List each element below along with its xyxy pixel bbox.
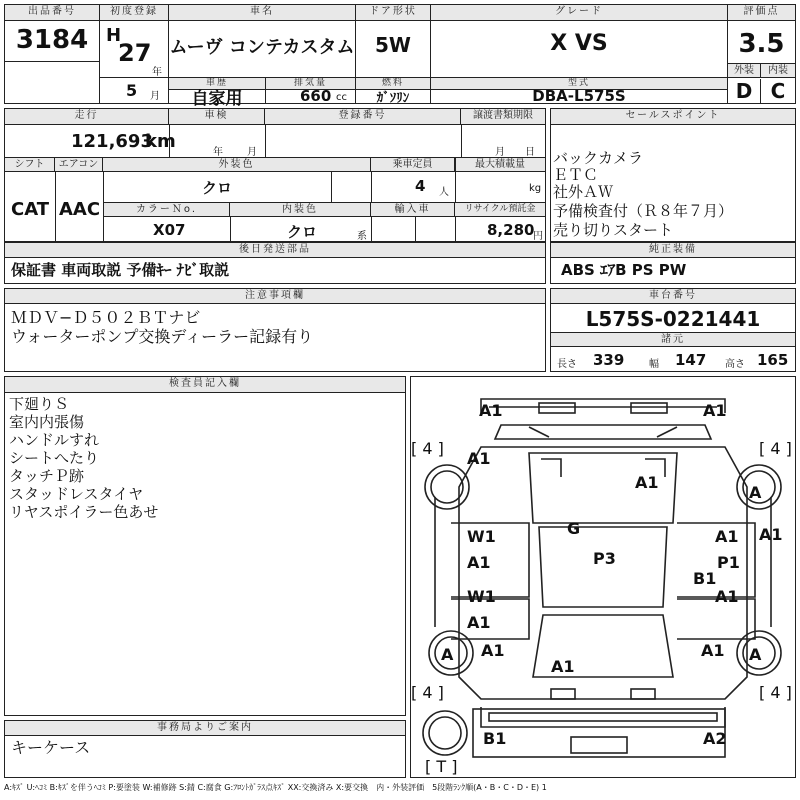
history: 自家用 [191,89,243,109]
ext-grade-label: 外装 [728,64,761,78]
recycle-fee: 8,280 [487,221,535,239]
first-registration-label: 初度登録 [100,5,168,21]
damage-mark: A1 [635,473,659,492]
inspector-block [4,376,406,716]
damage-mark: A1 [467,449,491,468]
width: 147 [675,351,707,369]
fuel-cell [356,78,430,106]
damage-mark: A1 [715,587,739,606]
width-label: 幅 [649,359,659,370]
inspector-line: 下廻りＳ [9,395,70,413]
capacity: 4 [415,177,426,195]
fuel: ｶﾞｿﾘﾝ [376,91,410,106]
reg-month: 5 [126,81,138,100]
shift-label: シフト [5,158,55,172]
shift: CAT [11,199,50,220]
tire-label-front-left: [ 4 ] [411,439,444,458]
vehicle-info-block [4,108,546,242]
inspection-label: 車検 [169,109,265,125]
displacement-unit: cc [336,92,347,103]
model-cell [431,78,727,103]
height-label: 高さ [725,359,745,370]
grade: X VS [550,31,608,56]
car-name-label: 車名 [169,5,355,21]
door-label: ドア形状 [356,5,430,21]
ext-color-label: 外装色 [103,158,371,172]
color-no-label: カラーＮo. [104,203,230,217]
mileage-label: 走行 [5,109,169,125]
chassis-block [550,288,796,372]
inspector-line: スタッドレスタイヤ [9,485,144,503]
reg-number-label: 登録番号 [265,109,461,125]
lot-number-cell [5,5,99,103]
damage-mark: B1 [483,729,507,748]
model: DBA-L575S [532,87,626,105]
capacity-label: 乗車定員 [371,158,455,172]
int-color-label: 内装色 [230,203,371,217]
grade-label: グレード [431,5,727,21]
notes-line: ウォーターポンプ交換ディーラー記録有り [11,327,314,346]
door-cell [356,5,430,77]
history-label: 車歴 [169,78,265,90]
ext-color: クロ [201,179,232,197]
ac: AAC [59,199,101,220]
score-cell [728,5,795,103]
damage-mark: P1 [717,553,740,572]
later-parts: 保証書 車両取説 予備ｷｰ ﾅﾋﾞ取説 [11,261,230,279]
capacity-unit: 人 [439,187,449,198]
damage-mark: A2 [703,729,727,748]
later-parts-label: 後日発送部品 [5,243,545,258]
int-color: クロ [287,223,318,241]
color-no: X07 [153,221,186,239]
car-name: ムーヴ コンテカスタム [169,37,355,58]
damage-mark: A1 [467,553,491,572]
damage-mark: P3 [593,549,616,568]
era: H [106,25,122,46]
damage-mark: A1 [759,525,783,544]
year-unit: 年 [152,67,162,78]
int-grade: C [770,79,786,103]
tire-label-rear-right: [ 4 ] [759,683,792,702]
inspector-line: シートへたり [9,449,100,467]
mileage-unit: km [145,131,176,152]
month-unit: 月 [150,91,160,102]
later-parts-block [4,242,546,284]
damage-mark: A1 [703,401,727,420]
mileage: 121,693 [71,131,153,152]
inspection-year-unit: 年 [213,147,223,158]
score: 3.5 [738,29,785,59]
history-cell [169,78,265,109]
damage-mark: A1 [479,401,503,420]
chassis-number: L575S-0221441 [585,307,761,331]
height: 165 [757,351,789,369]
displacement: 660 [300,87,332,105]
car-outline [411,377,795,777]
sales-line: 予備検査付（Ｒ８年７月） [553,202,734,220]
model-label: 型式 [431,78,727,90]
lot-number-label: 出品番号 [5,5,99,21]
damage-mark: A [749,645,762,664]
equipment-block [550,242,796,284]
reg-year: 27 [118,39,152,67]
transfer-month-unit: 月 [495,147,505,158]
damage-mark: A1 [467,613,491,632]
equipment-label: 純正装備 [551,243,795,258]
sales-point-block [550,108,796,242]
inspection-month-unit: 月 [247,147,257,158]
damage-mark: B1 [693,569,717,588]
legend: A:ｷｽﾞ U:ﾍｺﾐ B:ｷｽﾞを伴うﾍｺﾐ P:要塗装 W:補修跡 S:錆 C:腐食 G:ﾌﾛﾝﾄｶﾞﾗｽ点ｷｽﾞ XX:交換済み X:要交換 内・外装評価 5段階ﾗﾝｸ順(A・B・C・D・E) 1 [4,783,547,792]
damage-mark: A1 [701,641,725,660]
damage-mark: A1 [481,641,505,660]
displacement-label: 排気量 [266,78,355,90]
damage-mark: W1 [467,587,496,606]
notes-block [4,288,546,372]
damage-mark: A1 [715,527,739,546]
max-load-unit: kg [529,183,542,194]
inspector-label: 検査員記入欄 [5,377,405,393]
sales-line: ＥＴＣ [553,166,599,184]
recycle-label: リサイクル預託金 [455,203,545,217]
max-load-label: 最大積載量 [455,158,545,172]
damage-mark: A [749,483,762,502]
inspector-line: ハンドルすれ [9,431,100,449]
office-block [4,720,406,778]
transfer-deadline-label: 譲渡書類期限 [461,109,545,125]
header-block [4,4,796,109]
sales-point-label: セールスポイント [551,109,795,125]
length: 339 [593,351,625,369]
first-registration-cell [100,5,168,103]
ext-grade: D [728,79,761,103]
fuel-label: 燃料 [356,78,430,90]
dims-label: 諸元 [551,332,795,347]
tire-label-spare: [ T ] [425,757,458,776]
ac-label: エアコン [55,158,103,172]
damage-diagram [410,376,796,778]
lot-number: 3184 [15,25,89,55]
sales-line: 売り切りスタート [553,221,674,239]
inspector-line: タッチＰ跡 [9,467,85,485]
damage-mark: W1 [467,527,496,546]
notes-line: ＭＤＶ−Ｄ５０２ＢＴナビ [11,308,201,327]
tire-label-rear-left: [ 4 ] [411,683,444,702]
tire-label-front-right: [ 4 ] [759,439,792,458]
score-label: 評価点 [728,5,795,21]
chassis-label: 車台番号 [551,289,795,304]
recycle-unit: 円 [533,231,543,242]
office-note: キーケース [11,738,91,757]
inspector-line: リヤスポイラー色あせ [9,503,159,521]
car-name-cell [169,5,355,77]
inspector-line: 室内内張傷 [9,413,85,431]
sales-line: バックカメラ [553,149,644,167]
sales-line: 社外ＡＷ [553,183,614,201]
door-type: 5W [375,33,411,57]
displacement-cell [266,78,355,103]
equipment: ABS ｴｱB PS PW [561,261,687,279]
damage-mark: G [567,519,581,538]
grade-cell [431,5,727,77]
int-color-unit: 系 [357,231,367,242]
office-label: 事務局よりご案内 [5,721,405,736]
transfer-day-unit: 日 [525,147,535,158]
length-label: 長さ [557,359,577,370]
notes-label: 注意事項欄 [5,289,545,304]
damage-mark: A [441,645,454,664]
import-label: 輸入車 [371,203,455,217]
int-grade-label: 内装 [761,64,795,78]
damage-mark: A1 [551,657,575,676]
